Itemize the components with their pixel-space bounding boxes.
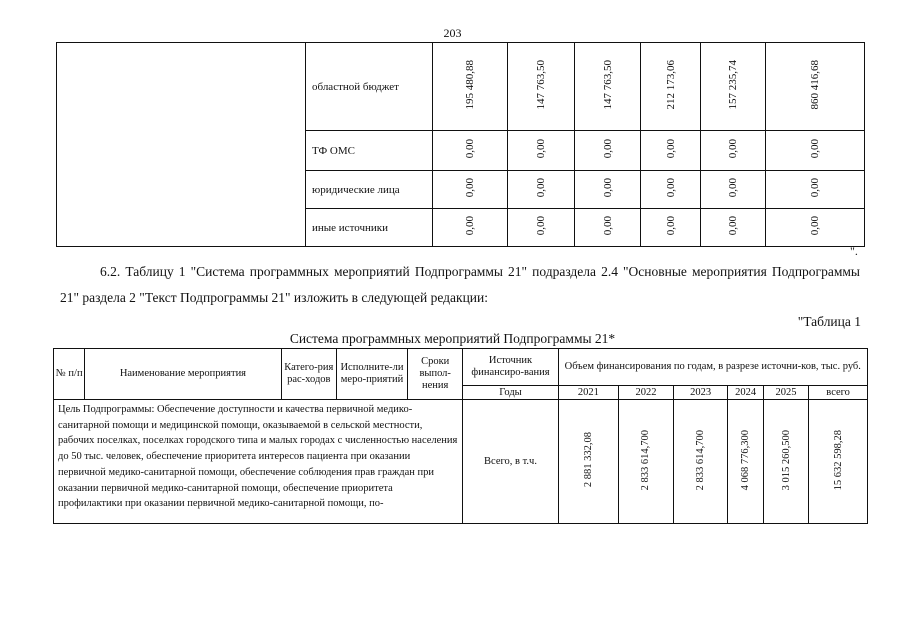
year-header: 2024 (728, 386, 763, 400)
source-label: юридические лица (306, 171, 433, 209)
value-cell: 0,00 (727, 178, 739, 198)
table-label: "Таблица 1 (797, 314, 861, 329)
years-label: Годы (463, 386, 558, 400)
value-cell: 0,00 (727, 216, 739, 236)
value-cell: 0,00 (601, 139, 614, 159)
year-header: 2022 (619, 386, 674, 400)
source-label: иные источники (306, 209, 433, 247)
value-cell: 0,00 (601, 178, 614, 198)
col-header-num: № п/п (54, 349, 85, 400)
header-row (54, 349, 868, 386)
table-row (54, 400, 868, 524)
source-label: ТФ ОМС (306, 131, 433, 171)
value-cell: 3 015 260,500 (780, 429, 792, 491)
value-cell: 2 833 614,700 (640, 429, 652, 491)
value-cell: 0,00 (464, 178, 476, 198)
value-cell: 157 235,74 (727, 60, 739, 110)
col-header-terms: Сроки выпол-нения (407, 349, 463, 400)
col-header-volume: Объем финансирования по годам, в разрезе источни-ков, тыс. руб. (558, 349, 867, 386)
year-header: всего (809, 386, 868, 400)
value-cell: 860 416,68 (809, 60, 821, 110)
value-cell: 0,00 (664, 216, 677, 236)
program-measures-table (53, 348, 868, 524)
value-cell: 15 632 598,28 (832, 429, 844, 491)
value-cell: 212 173,06 (664, 60, 677, 110)
value-cell: 0,00 (601, 216, 614, 236)
value-cell: 147 763,50 (601, 60, 614, 110)
funding-sources-table (56, 42, 865, 247)
page-number: 203 (443, 26, 462, 40)
value-cell: 147 763,50 (535, 60, 547, 110)
value-cell: 0,00 (464, 216, 476, 236)
value-cell: 0,00 (464, 139, 476, 159)
value-cell: 0,00 (809, 216, 821, 236)
value-cell: 4 068 776,300 (740, 429, 752, 491)
col-header-source: Источник финансиро-вания (463, 349, 558, 386)
year-header: 2021 (558, 386, 619, 400)
table-title: Система программных мероприятий Подпрограммы 21* (289, 331, 616, 346)
year-header: 2025 (763, 386, 809, 400)
value-cell: 0,00 (664, 139, 677, 159)
closing-quote: ". (850, 244, 858, 258)
col-header-executors: Исполните-ли меро-приятий (337, 349, 408, 400)
value-cell: 0,00 (809, 139, 821, 159)
value-cell: 0,00 (664, 178, 677, 198)
value-cell: 2 881 332,08 (582, 432, 594, 488)
value-cell: 0,00 (809, 178, 821, 198)
year-header: 2023 (673, 386, 728, 400)
empty-merged-cell (57, 43, 306, 247)
col-header-category: Катего-рия рас-ходов (281, 349, 337, 400)
amendment-paragraph: 6.2. Таблицу 1 "Система программных мероприятий Подпрограммы 21" подраздела 2.4 "Основные мероприятия Подпрограммы 21" раздела 2 "Текст Подпрограммы 21" изложить в следующей редакции: (60, 264, 860, 305)
value-cell: 2 833 614,700 (695, 429, 707, 491)
source-label: областной бюджет (306, 43, 433, 131)
value-cell: 195 480,88 (464, 60, 476, 110)
value-cell: 0,00 (535, 216, 547, 236)
value-cell: 0,00 (727, 139, 739, 159)
col-header-name: Наименование мероприятия (85, 349, 281, 400)
total-label: Всего, в т.ч. (463, 400, 558, 524)
value-cell: 0,00 (535, 178, 547, 198)
table-row (57, 43, 865, 131)
value-cell: 0,00 (535, 139, 547, 159)
program-goal-text: Цель Подпрограммы: Обеспечение доступности и качества первичной медико-санитарной помощи и медицинской помощи, оказываемой в сельской местности, рабочих поселках, поселках городского типа и малых городах с численностью населения до 50 тыс. человек, обеспечение приоритета интересов пациента при оказании первичной медико-санитарной помощи, обеспечение соблюдения прав граждан при оказании первичной медико-санитарной помощи, обеспечение приоритета профилактики при оказании первичной медико-санитарной помощи, по- (54, 400, 463, 524)
